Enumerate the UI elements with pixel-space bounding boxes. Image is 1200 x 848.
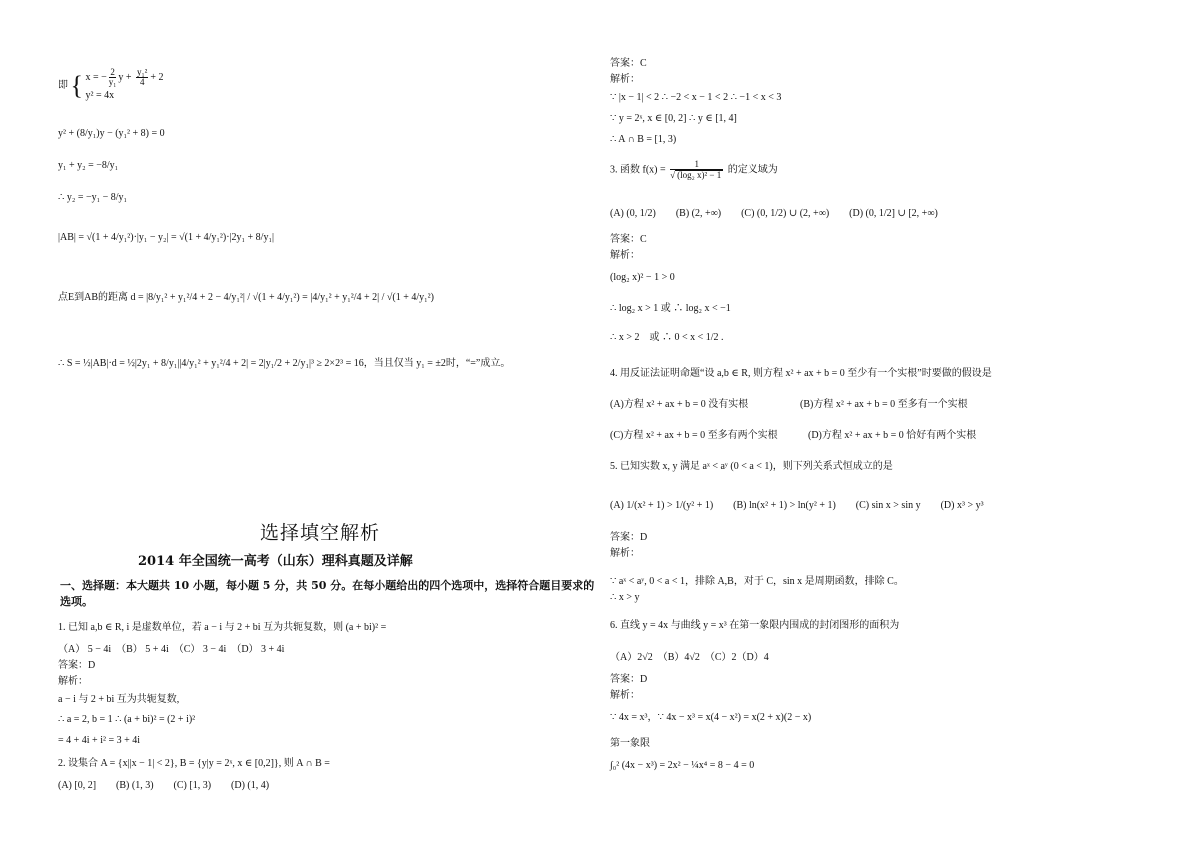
question-3-step-3: ∴ x > 2 或 ∴ 0 < x < 1/2 .: [610, 332, 724, 343]
question-1-step-3: = 4 + 4i + i² = 3 + 4i: [58, 735, 141, 746]
question-1-options: （A） 5 − 4i （B） 5 + 4i （C） 3 − 4i （D） 3 + 4i: [58, 644, 285, 655]
question-5-step-1: ∵ aˣ < aʸ, 0 < a < 1，排除 A,B，对于 C，sin x 是周期函数，排除 C。: [610, 576, 904, 587]
question-2-options: (A) [0, 2] (B) (1, 3) (C) [1, 3) (D) (1, 4): [58, 780, 270, 791]
question-2-step-3: ∴ A ∩ B = [1, 3): [610, 134, 677, 145]
area-conclusion-line: ∴ S = ½|AB|·d = ½|2y₁ + 8/y₁||4/y₁² + y₁²/4 + 2| = 2|y₁/2 + 2/y₁|³ ≥ 2×2³ = 16，当且仅当 y₁ = ±2时，“=”成立。: [58, 358, 511, 369]
question-2: 2. 设集合 A = {x||x − 1| < 2}, B = {y|y = 2ˣ, x ∈ [0,2]}, 则 A ∩ B =: [58, 758, 330, 769]
question-5-step-2: ∴ x > y: [610, 592, 640, 603]
question-3-options: (A) (0, 1/2) (B) (2, +∞) (C) (0, 1/2) ∪ (2, +∞) (D) (0, 1/2] ∪ [2, +∞): [610, 208, 938, 219]
question-4-option-c: (C)方程 x² + ax + b = 0 至多有两个实根: [610, 430, 778, 441]
question-5-analysis-label: 解析：: [610, 548, 640, 559]
equation-line-2: y² + (8/y₁)y − (y₁² + 8) = 0: [58, 128, 165, 139]
question-6-step-3: ∫₀² (4x − x³) = 2x² − ¼x⁴ = 8 − 4 = 0: [610, 760, 755, 771]
question-4-option-d: (D)方程 x² + ax + b = 0 恰好有两个实根: [808, 430, 977, 441]
equation-line-5: |AB| = √(1 + 4/y₁²)·|y₁ − y₂| = √(1 + 4/y₁²)·|2y₁ + 8/y₁|: [58, 232, 274, 243]
exam-subtitle: 2014 年全国统一高考（山东）理科真题及详解: [138, 554, 413, 569]
question-1-analysis-label: 解析：: [58, 676, 88, 687]
distance-line: 点E到AB的距离 d = |8/y₁² + y₁²/4 + 2 − 4/y₁²| / √(1 + 4/y₁²) = |4/y₁² + y₁²/4 + 2| / √(1 + 4/y₁²): [58, 292, 434, 303]
question-1-answer: 答案：D: [58, 660, 96, 671]
equation-line-4: ∴ y₂ = −y₁ − 8/y₁: [58, 192, 128, 203]
question-4: 4. 用反证法证明命题“设 a,b ∈ R, 则方程 x² + ax + b = 0 至少有一个实根”时要做的假设是: [610, 368, 992, 379]
question-6: 6. 直线 y = 4x 与曲线 y = x³ 在第一象限内围成的封闭图形的面积为: [610, 620, 900, 631]
question-6-answer: 答案：D: [610, 674, 648, 685]
question-5-options: (A) 1/(x² + 1) > 1/(y² + 1) (B) ln(x² + 1) > ln(y² + 1) (C) sin x > sin y (D) x³ > y³: [610, 500, 984, 511]
question-2-step-2: ∵ y = 2ˣ, x ∈ [0, 2] ∴ y ∈ [1, 4]: [610, 113, 737, 124]
question-2-analysis-label: 解析：: [610, 74, 640, 85]
prefix-ji: 即: [58, 80, 68, 92]
question-3-analysis-label: 解析：: [610, 250, 640, 261]
question-6-step-2: 第一象限: [610, 738, 650, 749]
section-heading: 一、选择题：本大题共 10 小题，每小题 5 分，共 50 分。在每小题给出的四个选项中，选择符合题目要求的选项。: [60, 579, 595, 608]
question-1-step-2: ∴ a = 2, b = 1 ∴ (a + bi)² = (2 + i)²: [58, 714, 196, 725]
question-6-analysis-label: 解析：: [610, 690, 640, 701]
left-column: [52, 0, 612, 848]
question-6-options: （A）2√2 （B）4√2 （C）2（D）4: [610, 652, 769, 663]
question-4-option-a: (A)方程 x² + ax + b = 0 没有实根: [610, 399, 749, 410]
question-5-answer: 答案：D: [610, 532, 648, 543]
question-5: 5. 已知实数 x, y 满足 aˣ < aʸ (0 < a < 1)，则下列关系式恒成立的是: [610, 461, 893, 472]
question-2-answer: 答案：C: [610, 58, 647, 69]
question-3: 3. 函数 f(x) = $\frac{1}{\text{√ (log₂ x)² − 1}}$ 的定义域为: [610, 159, 778, 181]
question-3-step-2: ∴ log₂ x > 1 或 ∴ log₂ x < −1: [610, 303, 731, 314]
right-column: [606, 0, 1166, 848]
question-2-step-1: ∵ |x − 1| < 2 ∴ −2 < x − 1 < 2 ∴ −1 < x < 3: [610, 92, 782, 103]
question-3-step-1: (log₂ x)² − 1 > 0: [610, 272, 675, 283]
system-of-equations: 即 { x = − $\frac{2}{\text{y₁}}$ y + $\frac{\text{y₁²}}{4}$ + 2 y² = 4x: [58, 67, 164, 101]
question-3-answer: 答案：C: [610, 234, 647, 245]
equation-line-3: y₁ + y₂ = −8/y₁: [58, 160, 119, 171]
question-6-step-1: ∵ 4x = x³，∵ 4x − x³ = x(4 − x²) = x(2 + x)(2 − x): [610, 712, 812, 723]
question-1-step-1: a − i 与 2 + bi 互为共轭复数,: [58, 694, 180, 705]
question-1: 1. 已知 a,b ∈ R, i 是虚数单位，若 a − i 与 2 + bi 互为共轭复数，则 (a + bi)² =: [58, 622, 387, 633]
page-title: 选择填空解析: [260, 523, 381, 544]
question-4-option-b: (B)方程 x² + ax + b = 0 至多有一个实根: [800, 399, 968, 410]
